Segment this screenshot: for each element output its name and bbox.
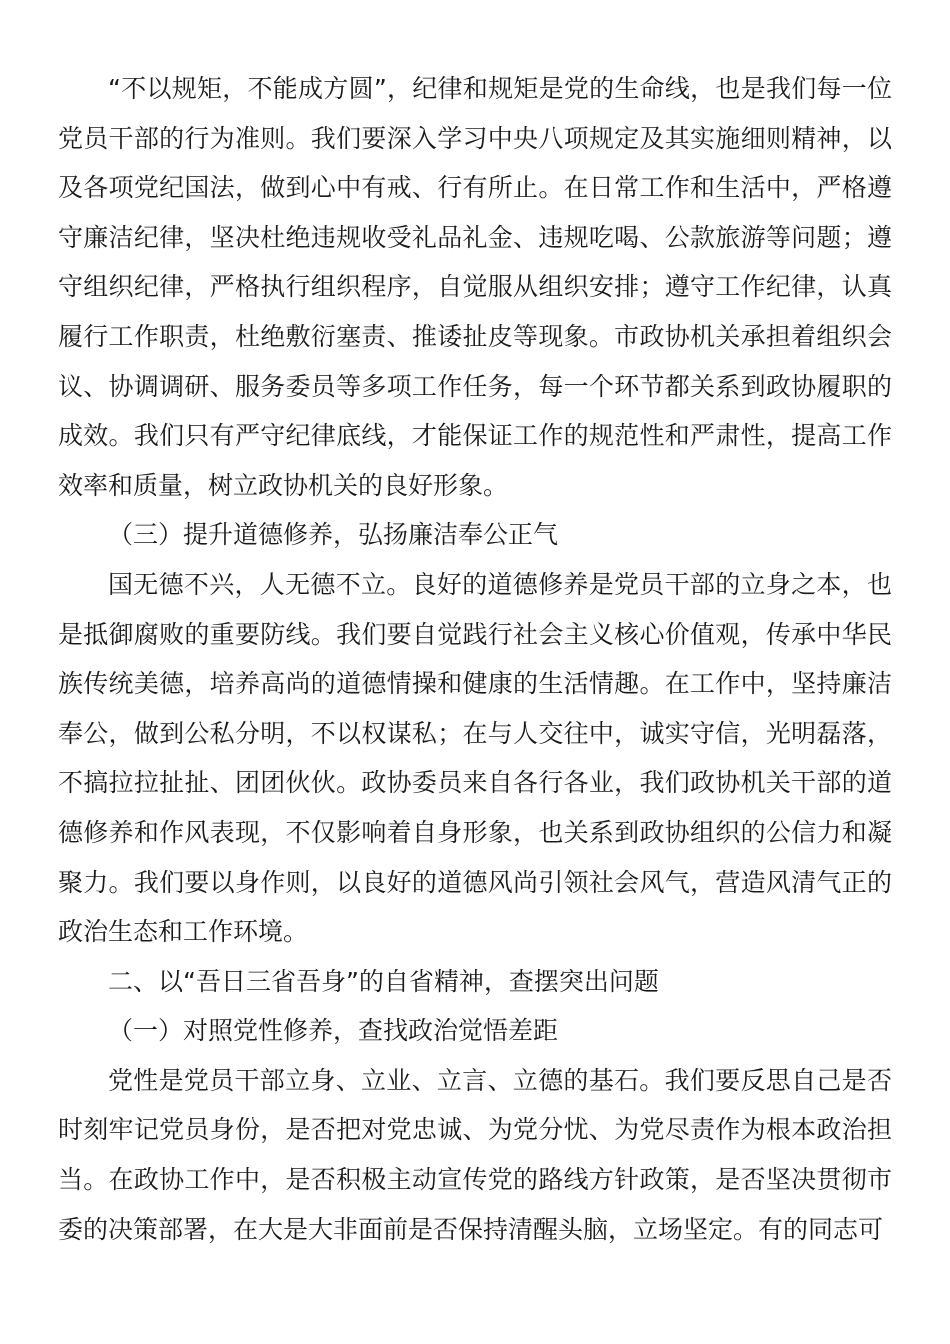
paragraph-moral-cultivation: 国无德不兴，人无德不立。良好的道德修养是党员干部的立身之本，也是抵御腐败的重要防线。我们要自觉践行社会主义核心价值观，传承中华民族传统美德，培养高尚的道德情操和健康的生活情趣。在工作中，坚持廉洁奉公，做到公私分明，不以权谋私；在与人交往中，诚实守信，光明磊落，不搞拉拉扯扯、团团伙伙。政协委员来自各行各业，我们政协机关干部的道德修养和作风表现，不仅影响着自身形象，也关系到政协组织的公信力和凝聚力。我们要以身作则，以良好的道德风尚引领社会风气，营造风清气正的政治生态和工作环境。 [58,569,892,947]
section-heading-party-spirit: （一）对照党性修养，查找政治觉悟差距 [108,1016,559,1046]
section-heading-moral-cultivation: （三）提升道德修养，弘扬廉洁奉公正气 [108,520,559,550]
section-heading-self-reflection: 二、以“吾日三省吾身”的自省精神，查摆突出问题 [108,966,659,996]
paragraph-party-spirit: 党性是党员干部立身、立业、立言、立德的基石。我们要反思自己是否时刻牢记党员身份，是否把对党忠诚、为党分忧、为党尽责作为根本政治担当。在政协工作中，是否积极主动宣传党的路线方针政策，是否坚决贯彻市委的决策部署，在大是大非面前是否保持清醒头脑，立场坚定。有的同志可 [58,1065,892,1244]
document-body [58,64,892,1254]
paragraph-discipline: “不以规矩，不能成方圆”，纪律和规矩是党的生命线，也是我们每一位党员干部的行为准则。我们要深入学习中央八项规定及其实施细则精神，以及各项党纪国法，做到心中有戒、行有所止。在日常工作和生活中，严格遵守廉洁纪律，坚决杜绝违规收受礼品礼金、违规吃喝、公款旅游等问题；遵守组织纪律，严格执行组织程序，自觉服从组织安排；遵守工作纪律，认真履行工作职责，杜绝敷衍塞责、推诿扯皮等现象。市政协机关承担着组织会议、协调调研、服务委员等多项工作任务，每一个环节都关系到政协履职的成效。我们只有严守纪律底线，才能保证工作的规范性和严肃性，提高工作效率和质量，树立政协机关的良好形象。 [58,74,892,500]
